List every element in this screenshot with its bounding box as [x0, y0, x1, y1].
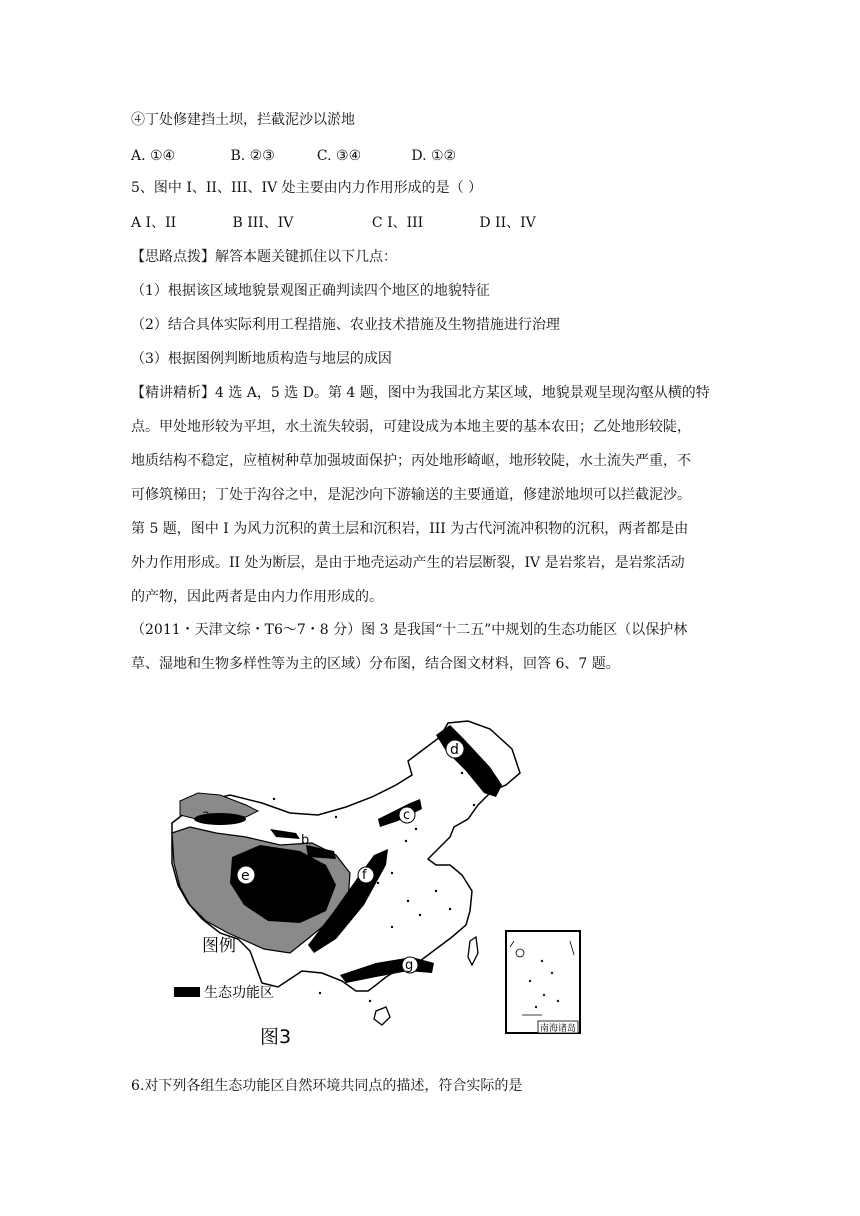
analysis-line-7: 的产物，因此两者是由内力作用形成的。: [131, 589, 383, 605]
hint-1: （1）根据该区域地貌景观图正确判读四个地区的地貌特征: [131, 283, 490, 299]
q5-option-d: D II、IV: [479, 215, 536, 231]
q5-option-a: A I、II: [131, 215, 177, 231]
q5-option-c: C I、III: [371, 215, 424, 231]
analysis-line-5: 第 5 题，图中 I 为风力沉积的黄土层和沉积岩，III 为古代河流冲积物的沉积，两者都是由: [131, 521, 689, 537]
eco-function-zone-map: [150, 715, 600, 1060]
zone-label-b: b: [301, 833, 310, 848]
taiwan-island: [468, 937, 478, 965]
analysis-line-6: 外力作用形成。II 处为断层，是由于地壳运动产生的岩层断裂，IV 是岩浆岩，是岩浆活动: [131, 555, 685, 571]
zone-label-g: g: [405, 958, 414, 973]
q4-option-a: A. ①④: [131, 148, 176, 164]
q5-option-b: B III、IV: [232, 215, 294, 231]
china-map-svg: [150, 715, 600, 1060]
zone-label-c: c: [403, 808, 411, 823]
zone-label-d: d: [450, 742, 459, 758]
q4-option-d: D. ①②: [411, 148, 457, 164]
question-6: 6.对下列各组生态功能区自然环境共同点的描述，符合实际的是: [131, 1078, 523, 1094]
q5-options: [131, 213, 536, 233]
zone-label-e: e: [241, 868, 250, 884]
hint-3: （3）根据图例判断地质构造与地层的成因: [131, 351, 392, 367]
legend-swatch: [174, 987, 200, 997]
hainan-island: [374, 1007, 390, 1025]
analysis-line-4: 可修筑梯田；丁处于沟谷之中，是泥沙向下游输送的主要通道，修建淤地坝可以拦截泥沙。: [131, 487, 691, 503]
south-china-sea-inset: [506, 931, 580, 1033]
analysis-line-2: 点。甲处地形较为平坦，水土流失较弱，可建设成为本地主要的基本农田；乙处地形较陡，: [131, 419, 691, 435]
line-q4-option-4: ④丁处修建挡土坝，拦截泥沙以淤地: [131, 112, 355, 128]
legend-title: 图例: [202, 936, 236, 956]
q4-option-b: B. ②③: [230, 148, 275, 164]
zone-label-a: a: [202, 808, 210, 823]
q4-options: [131, 146, 456, 166]
zone-label-f: f: [362, 868, 367, 883]
hint-title: 【思路点拨】解答本题关键抓住以下几点：: [131, 249, 397, 265]
q4-option-c: C. ③④: [316, 148, 362, 164]
hint-2: （2）结合具体实际利用工程措施、农业技术措施及生物措施进行治理: [131, 317, 560, 333]
analysis-line-3: 地质结构不稳定，应植树种草加强坡面保护；丙处地形崎岖，地形较陡，水土流失严重，不: [131, 453, 691, 469]
inset-label: 南海诸岛: [540, 1024, 577, 1034]
legend-item-label: 生态功能区: [204, 985, 274, 1001]
question-5: 5、图中 I、II、III、IV 处主要由内力作用形成的是（ ）: [131, 180, 483, 196]
analysis-line-1: 【精讲精析】4 选 A，5 选 D。第 4 题，图中为我国北方某区域，地貌景观呈现沟壑从横的特: [131, 385, 710, 401]
source-line-2: 草、湿地和生物多样性等为主的区域）分布图，结合图文材料，回答 6、7 题。: [131, 656, 620, 672]
figure-label: 图3: [260, 1026, 292, 1048]
source-line-1: （2011・天津文综・T6～7・8 分）图 3 是我国“十二五”中规划的生态功能区（以保护林: [131, 622, 688, 638]
